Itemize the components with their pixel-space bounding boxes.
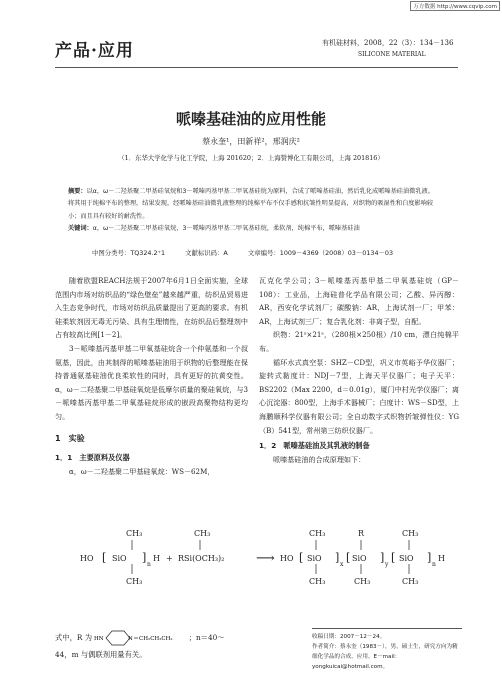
eq-bracket-open-2: [: [299, 551, 304, 564]
subsection-heading-materials: 1．1 主要原料及仪器: [55, 453, 130, 463]
keywords-text: α，ω－二羟基聚二甲基硅氧烷，3－哌嗪丙基甲基二甲氧基硅烷，柔软剂，纯棉平布，哌嗪基硅油: [92, 225, 360, 233]
instruments-paragraph: 循环水式真空泵：SHZ－CD型，巩义市英峪予华仪器厂；旋转式黏度计：NDJ－7型，上海天平仪器厂；电子天平：BS2202（Max 2200，d＝0.01g），厦门中村光学仪器厂；离心沉淀器：800型，上海手术器械厂；白度计：WS－SD型，上海鹏顺科学仪器有限公司；全自动数字式织物折皱弹性仪：YG（B）541型，常州第三纺织仪器厂。: [259, 357, 459, 435]
section-heading-experiment: 1 实验: [55, 433, 85, 443]
left-column: [55, 274, 248, 478]
article-affiliations: （1．东华大学化学与化工学院，上海 201620；2．上海赞博化工有限公司，上海 201816）: [118, 154, 384, 162]
eq-sio-4: SiO: [399, 554, 414, 563]
abstract-block: [68, 186, 440, 236]
intro-paragraph-2: 3－哌嗪基丙基甲基二甲氧基硅烷含一个仲氨基和一个叔氨基，因此，由其制得的哌嗪基硅油用于织物的后整理能在保持普通氨基硅油优良柔软性的同时，具有更好的抗黄变性。α，ω－二羟基聚二甲基硅氧烷是低摩尔质量的聚硅氧烷，与3－哌嗪基丙基甲基二甲氧基硅烷形成的嵌段高聚物结构更均匀。: [55, 343, 248, 421]
eq-sub-x: x: [340, 561, 344, 568]
eq-bracket-close-2: ]: [335, 551, 340, 564]
article-title: 哌嗪基硅油的应用性能: [175, 110, 326, 128]
eq-ch3-bottom-4: CH₃: [354, 577, 371, 586]
eq-ho-left: HO: [80, 554, 94, 563]
article-footnote: [312, 628, 462, 672]
materials-paragraph-cont: 瓦克化学公司；3－哌嗪基丙基甲基二甲氧基硅烷（GP－108）：工业品，上海硅普化学品有限公司；乙酸、异丙醇：AR，西安化学试剂厂；碳酸钠：AR，上海试剂一厂；甲苯：AR，上海试剂三厂；复合乳化剂：非离子型，自配。: [259, 276, 459, 326]
eq-h-1: H: [153, 554, 160, 563]
equation-note-line-1: [55, 628, 225, 648]
eq-sio-1: SiO: [112, 554, 127, 563]
eq-h-end: H: [438, 554, 445, 563]
fabric-paragraph: 织物：21ˢ×21ˢ，（280根×250根）/10 cm，漂白纯棉平布。: [259, 330, 459, 353]
eq-bracket-open-3: [: [346, 551, 351, 564]
section-title: 产品·应用: [55, 41, 134, 61]
eq-ch3-top-3: CH₃: [309, 529, 326, 538]
subsection-heading-preparation: 1．2 哌嗪基硅油及其乳液的制备: [259, 441, 370, 451]
right-column: [259, 274, 459, 466]
eq-ch3-top-2: CH₃: [194, 529, 211, 538]
reaction-equation: [80, 518, 480, 598]
abstract: [68, 186, 440, 223]
eq-sub-y: y: [385, 561, 389, 568]
abstract-label: 摘要：: [68, 188, 87, 195]
clc-number: 中图分类号：TQ324.2⁺1: [92, 249, 166, 257]
propyl-chain: CH₂CH₂CH₂: [139, 636, 173, 642]
eq-sio-3: SiO: [352, 554, 367, 563]
piperazine-structure: [94, 628, 186, 648]
received-date: 收稿日期：2007－12－24。: [312, 634, 386, 640]
note-prefix: 式中，R 为: [55, 633, 93, 642]
equation-note-line-2: 44，m 与偶联剂用量有关。: [55, 650, 147, 659]
eq-ch3-top-1: CH₃: [126, 529, 143, 538]
eq-ch3-bottom-5: CH₃: [402, 577, 419, 586]
eq-reagent: RSi(OCH₃)₂: [178, 554, 225, 563]
synthesis-intro: 哌嗪基硅油的合成原理如下：: [273, 454, 366, 464]
materials-paragraph-start: α，ω－二羟基聚二甲基硅氧烷：WS－62M，: [69, 466, 215, 476]
document-code: 文献标识码：A: [185, 249, 228, 257]
eq-bracket-close-3: ]: [380, 551, 385, 564]
eq-arrow: ⟶: [256, 551, 275, 566]
article-number: 文章编号：1009－4369（2008）03－0134－03: [247, 249, 394, 257]
ring-n-label: N: [128, 636, 134, 642]
intro-paragraph-1: 随着欧盟REACH法规于2007年6月1日全面实施，全球范围内市场对纺织品的“绿色壁垒”越来越严重，纺织品贸易进入生态竞争时代，市场对纺织品质量提出了更高的要求。有机硅柔软剂因无毒无污染、具有生理惰性，在纺织品后整理剂中占有较高比例[1－2]。: [55, 276, 248, 340]
classification-line: [92, 248, 411, 257]
eq-bracket-close-4: ]: [427, 551, 432, 564]
eq-bracket-open-4: [: [391, 551, 396, 564]
article-authors: 蔡永奎¹，田新祥²，邢润庆²: [202, 137, 300, 146]
eq-sub-n-1: n: [147, 561, 151, 568]
eq-plus: +: [166, 554, 173, 563]
eq-r-top: R: [358, 529, 365, 538]
author-bio: 作者简介：蔡永奎（1983－），男，硕士生，研究方向为精细化学品的合成、应用。E－mail：yongkuicai@hotmail.com。: [312, 644, 458, 670]
keywords: [68, 223, 440, 235]
journal-english-name: SILICONE MATERIAL: [358, 51, 426, 58]
eq-ho-right: HO: [280, 554, 294, 563]
eq-ch3-bottom-3: CH₃: [309, 577, 326, 586]
eq-sub-n-2: n: [432, 561, 436, 568]
abstract-text: 以α，ω－二羟基聚二甲基硅氧烷和3－哌嗪丙基甲基二甲氧基硅烷为原料，合成了哌嗪基硅油，然后乳化成哌嗪基硅油微乳液。将其用于纯棉平布的整理，结果发现，经哌嗪基硅油微乳液整理的纯棉平布不仅手感和抗皱性明显提高，对织物的吸湿性和白度影响较小；而且具有较好的耐洗性。: [68, 188, 434, 220]
eq-bracket-open-1: [: [102, 551, 107, 564]
eq-ch3-bottom-1: CH₃: [126, 577, 143, 586]
note-suffix: ；n＝40～: [188, 633, 225, 642]
ring-hn-label: HN: [94, 636, 104, 642]
header-rule: [55, 67, 458, 68]
eq-bracket-close-1: ]: [142, 551, 147, 564]
eq-sio-2: SiO: [307, 554, 322, 563]
keywords-label: 关键词：: [68, 225, 93, 233]
eq-ch3-top-5: CH₃: [402, 529, 419, 538]
equation-note: [55, 628, 225, 662]
source-stamp: 万方数据 http://www.cqvip.com: [410, 1, 500, 11]
journal-citation: 有机硅材料，2008，22（3）：134－136: [322, 39, 454, 47]
